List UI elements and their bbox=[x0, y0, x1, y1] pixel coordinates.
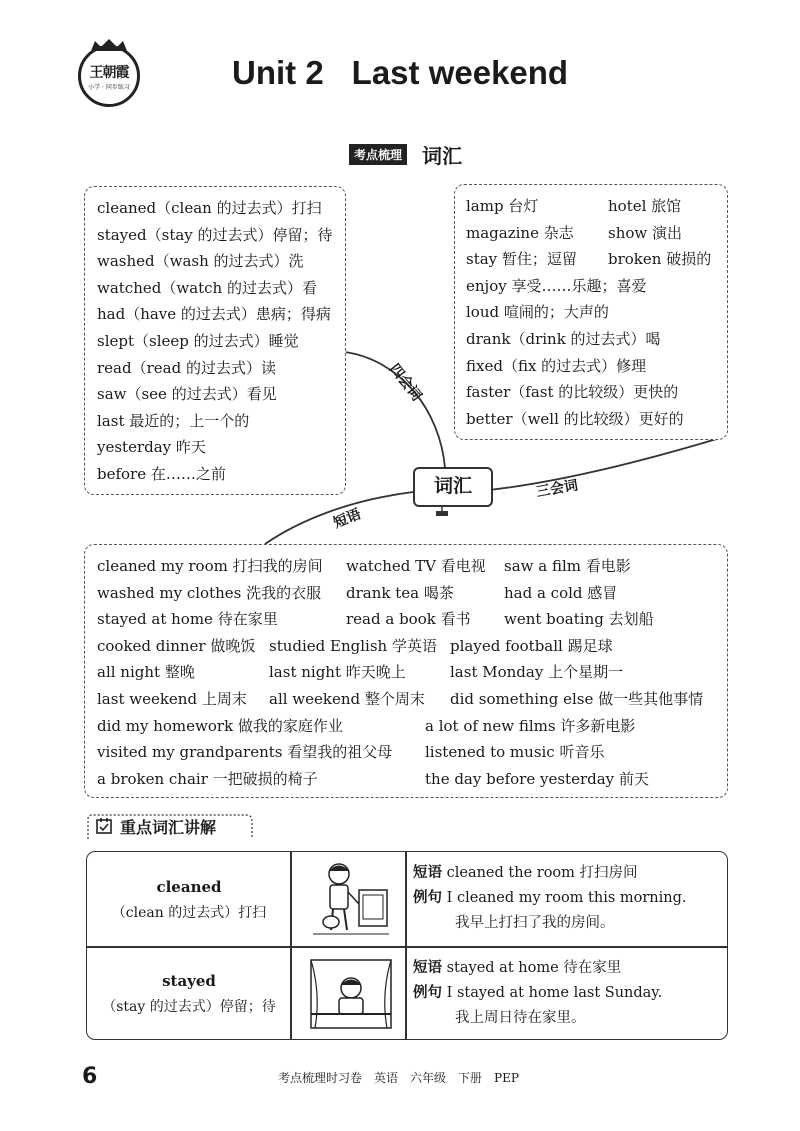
phrase-row: visited my grandparents 看望我的祖父母 listened to music 听音乐 bbox=[97, 743, 605, 762]
phrase-text: stayed at home 待在家里 bbox=[446, 960, 622, 976]
phrases-list bbox=[97, 553, 717, 792]
section-tag: 考点梳理 bbox=[349, 144, 407, 165]
mindmap-center: 词汇 bbox=[413, 467, 493, 507]
vocab-examples bbox=[413, 861, 687, 936]
list-item: watched（watch 的过去式）看 bbox=[97, 278, 317, 297]
list-item: last 最近的；上一个的 bbox=[97, 411, 250, 430]
boy-at-window-illustration bbox=[307, 954, 395, 1034]
example-english: I cleaned my room this morning. bbox=[446, 890, 687, 906]
logo-name: 王朝霞 bbox=[89, 65, 129, 81]
list-item: slept（sleep 的过去式）睡觉 bbox=[97, 331, 299, 350]
focus-section-title: 重点词汇讲解 bbox=[120, 818, 217, 837]
list-item: faster（fast 的比较级）更快的 bbox=[466, 383, 679, 402]
list-item: cleaned（clean 的过去式）打扫 bbox=[97, 199, 322, 217]
phrase-row: washed my clothes 洗我的衣服 drank tea 喝茶 had a cold 感冒 bbox=[97, 583, 618, 602]
list-item: had（have 的过去式）患病；得病 bbox=[97, 305, 331, 324]
example-chinese: 我上周日待在家里。 bbox=[455, 1010, 586, 1026]
vocab-explanation-table bbox=[86, 851, 728, 1040]
phrase-row: did my homework 做我的家庭作业 a lot of new films 许多新电影 bbox=[97, 716, 636, 735]
list-item: saw（see 的过去式）看见 bbox=[97, 385, 277, 404]
table-row bbox=[87, 878, 291, 922]
phrase-tag: 短语 bbox=[413, 960, 442, 976]
boy-cleaning-illustration bbox=[313, 860, 389, 940]
four-skill-words-box bbox=[84, 186, 346, 495]
list-item: stayed（stay 的过去式）停留；待 bbox=[97, 225, 333, 244]
unit-label: Unit 2 bbox=[232, 54, 324, 91]
logo-subtitle: 小学 · 同步练习 bbox=[88, 84, 130, 91]
phrase-row: a broken chair 一把破损的椅子 the day before yesterday 前天 bbox=[97, 769, 649, 788]
list-item: washed（wash 的过去式）洗 bbox=[97, 252, 304, 271]
branch-label-three-skill: 三会词 bbox=[535, 477, 580, 501]
vocab-word: stayed bbox=[162, 972, 216, 990]
vocab-meaning: （stay 的过去式）停留；待 bbox=[102, 999, 276, 1015]
vocab-meaning: （clean 的过去式）打扫 bbox=[111, 905, 267, 921]
three-skill-words-box bbox=[454, 184, 728, 440]
phrase-row: cooked dinner 做晚饭 studied English 学英语 played football 踢足球 bbox=[97, 636, 613, 655]
four-skill-words-list bbox=[97, 195, 333, 488]
phrase-row: stayed at home 待在家里 read a book 看书 went boating 去划船 bbox=[97, 610, 654, 629]
example-english: I stayed at home last Sunday. bbox=[446, 985, 663, 1001]
page-number: 6 bbox=[82, 1064, 98, 1089]
example-tag: 例句 bbox=[413, 890, 442, 906]
table-row bbox=[87, 972, 291, 1016]
list-item: lamp 台灯 hotel 旅馆 bbox=[466, 197, 682, 215]
phrase-row: last weekend 上周末 all weekend 整个周末 did something else 做一些其他事情 bbox=[97, 689, 704, 708]
unit-title: Last weekend bbox=[351, 54, 569, 91]
section-title: 词汇 bbox=[422, 144, 462, 168]
three-skill-words-list bbox=[466, 193, 716, 432]
checklist-icon bbox=[96, 817, 114, 835]
footer-text: 考点梳理时习卷 英语 六年级 下册 PEP bbox=[278, 1071, 519, 1085]
branch-label-four-skill: 四会词 bbox=[385, 361, 425, 405]
phrase-row: all night 整晚 last night 昨天晚上 last Monday 上个星期一 bbox=[97, 663, 624, 682]
list-item: enjoy 享受……乐趣；喜爱 bbox=[466, 276, 647, 295]
branch-label-phrases: 短语 bbox=[331, 506, 364, 532]
list-item: magazine 杂志 show 演出 bbox=[466, 223, 682, 242]
list-item: read（read 的过去式）读 bbox=[97, 358, 276, 377]
example-chinese: 我早上打扫了我的房间。 bbox=[455, 915, 615, 931]
phrase-text: cleaned the room 打扫房间 bbox=[446, 865, 638, 881]
phrase-tag: 短语 bbox=[413, 865, 442, 881]
list-item: stay 暂住；逗留 broken 破损的 bbox=[466, 250, 712, 269]
list-item: before 在……之前 bbox=[97, 464, 226, 483]
vocab-word: cleaned bbox=[156, 878, 222, 896]
list-item: loud 喧闹的；大声的 bbox=[466, 303, 609, 322]
list-item: drank（drink 的过去式）喝 bbox=[466, 329, 661, 348]
phrase-row: cleaned my room 打扫我的房间 watched TV 看电视 saw a film 看电影 bbox=[97, 557, 631, 575]
phrases-box bbox=[84, 544, 728, 798]
list-item: better（well 的比较级）更好的 bbox=[466, 409, 684, 428]
list-item: fixed（fix 的过去式）修理 bbox=[466, 356, 647, 375]
example-tag: 例句 bbox=[413, 985, 442, 1001]
vocab-examples bbox=[413, 956, 662, 1031]
list-item: yesterday 昨天 bbox=[97, 438, 206, 457]
